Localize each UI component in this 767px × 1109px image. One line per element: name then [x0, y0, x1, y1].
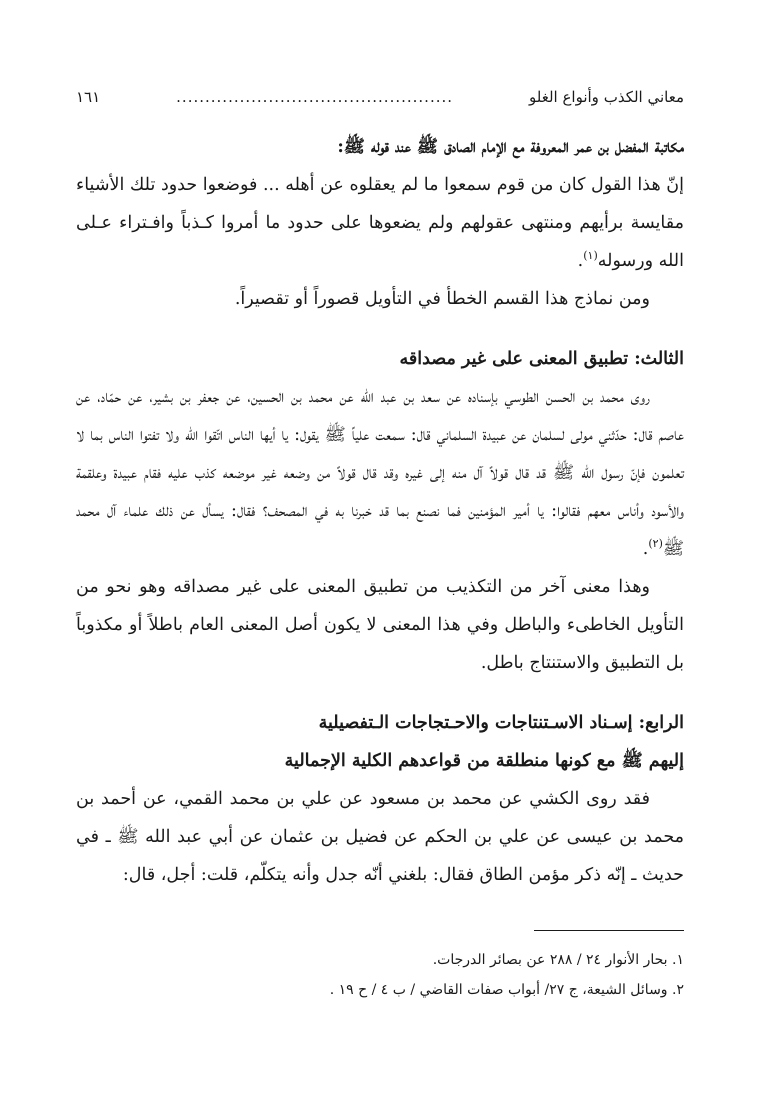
section-heading-third: الثالث: تطبيق المعنى على غير مصداقه	[399, 349, 684, 369]
section-heading-fourth-line2: إليهم ﷺ مع كونها منطلقة من قواعدهم الكلية الإجمالية	[284, 751, 684, 771]
paragraph-kashshi-narration: فقد روى الكشي عن محمد بن مسعود عن علي بن محمد القمي، عن أحمد بن محمد بن عيسى عن علي بن الحكم عن فضيل بن عثمان عن أبي عبد الله ﷺ ـ في حديث ـ إنّه ذكر مؤمن الطاق فقال: بلغني أنّه جدل وأنه يتكلّم، قلت: أجل، قال:	[76, 789, 684, 885]
narration-text: روى محمد بن الحسن الطوسي بإسناده عن سعد بن عبد الله عن محمد بن الحسين، عن جعفر بن بشير، عن حمّاد، عن عاصم قال: حدّثني مولى لسلمان عن عبيدة السلماني قال: سمعت علياً ﷺ يقول: يا أيها الناس اتّقوا الله ولا تفتوا الناس بما لا تعلمون فإنّ رسول الله ﷺ قد قال قولاً آل منه إلى غيره وقد قال قولاً من وضعه غير موضعه كذب عليه فقام عبيدة وعلقمة والأسود وأناس معهم فقالوا: يا أمير المؤمنين فما نصنع بما قد خبرنا به في المصحف؟ فقال: يسأل عن ذلك علماء آل محمد ﷺ	[76, 387, 684, 559]
quote-end: .	[577, 251, 584, 271]
running-head-title: معاني الكذب وأنواع الغلو	[529, 88, 684, 106]
footnote-1: ١. بحار الأنوار ٢٤ / ٢٨٨ عن بصائر الدرجات.	[432, 952, 684, 968]
paragraph-examples: ومن نماذج هذا القسم الخطأ في التأويل قصوراً أو تقصيراً.	[234, 289, 650, 309]
footnote-ref-1[interactable]: (١)	[583, 249, 598, 263]
footnote-ref-2[interactable]: (٢)	[648, 537, 663, 551]
paragraph-tusi-narration	[76, 378, 684, 568]
running-head-dots: ................................................	[176, 88, 454, 106]
page-number: ١٦١	[76, 88, 101, 106]
main-text	[76, 128, 684, 894]
running-head	[76, 88, 684, 114]
paragraph-mufaddal-letter: مكاتبة المفضل بن عمر المعروفة مع الإمام الصادق ﷺ عند قوله ﷺ:	[337, 137, 684, 157]
footnote-2: ٢. وسائل الشيعة، ج ٢٧/ أبواب صفات القاضي / ب ٤ / ح ١٩ .	[329, 982, 684, 998]
footnote-divider	[534, 930, 684, 931]
quote-text: إنّ هذا القول كان من قوم سمعوا ما لم يعقلوه عن أهله ... فوضعوا حدود تلك الأشياء مقايسة برأيهم ومنتهى عقولهم ولم يضعوها على حدود ما أمروا كـذباً وافـتراء عـلى الله ورسوله	[76, 175, 684, 271]
paragraph-quote	[76, 166, 684, 280]
narration-end: .	[642, 539, 649, 559]
section-heading-fourth-line1: الرابع: إسـناد الاسـتنتاجات والاحـتجاجات الـتفصيلية	[318, 713, 684, 733]
page	[76, 88, 684, 1005]
paragraph-explanation: وهذا معنى آخر من التكذيب من تطبيق المعنى على غير مصداقه وهو نحو من التأويل الخاطىء والباطل وفي هذا المعنى لا يكون أصل المعنى العام باطلاً أو مكذوباً بل التطبيق والاستنتاج باطل.	[76, 577, 684, 673]
footnotes	[76, 945, 684, 1005]
